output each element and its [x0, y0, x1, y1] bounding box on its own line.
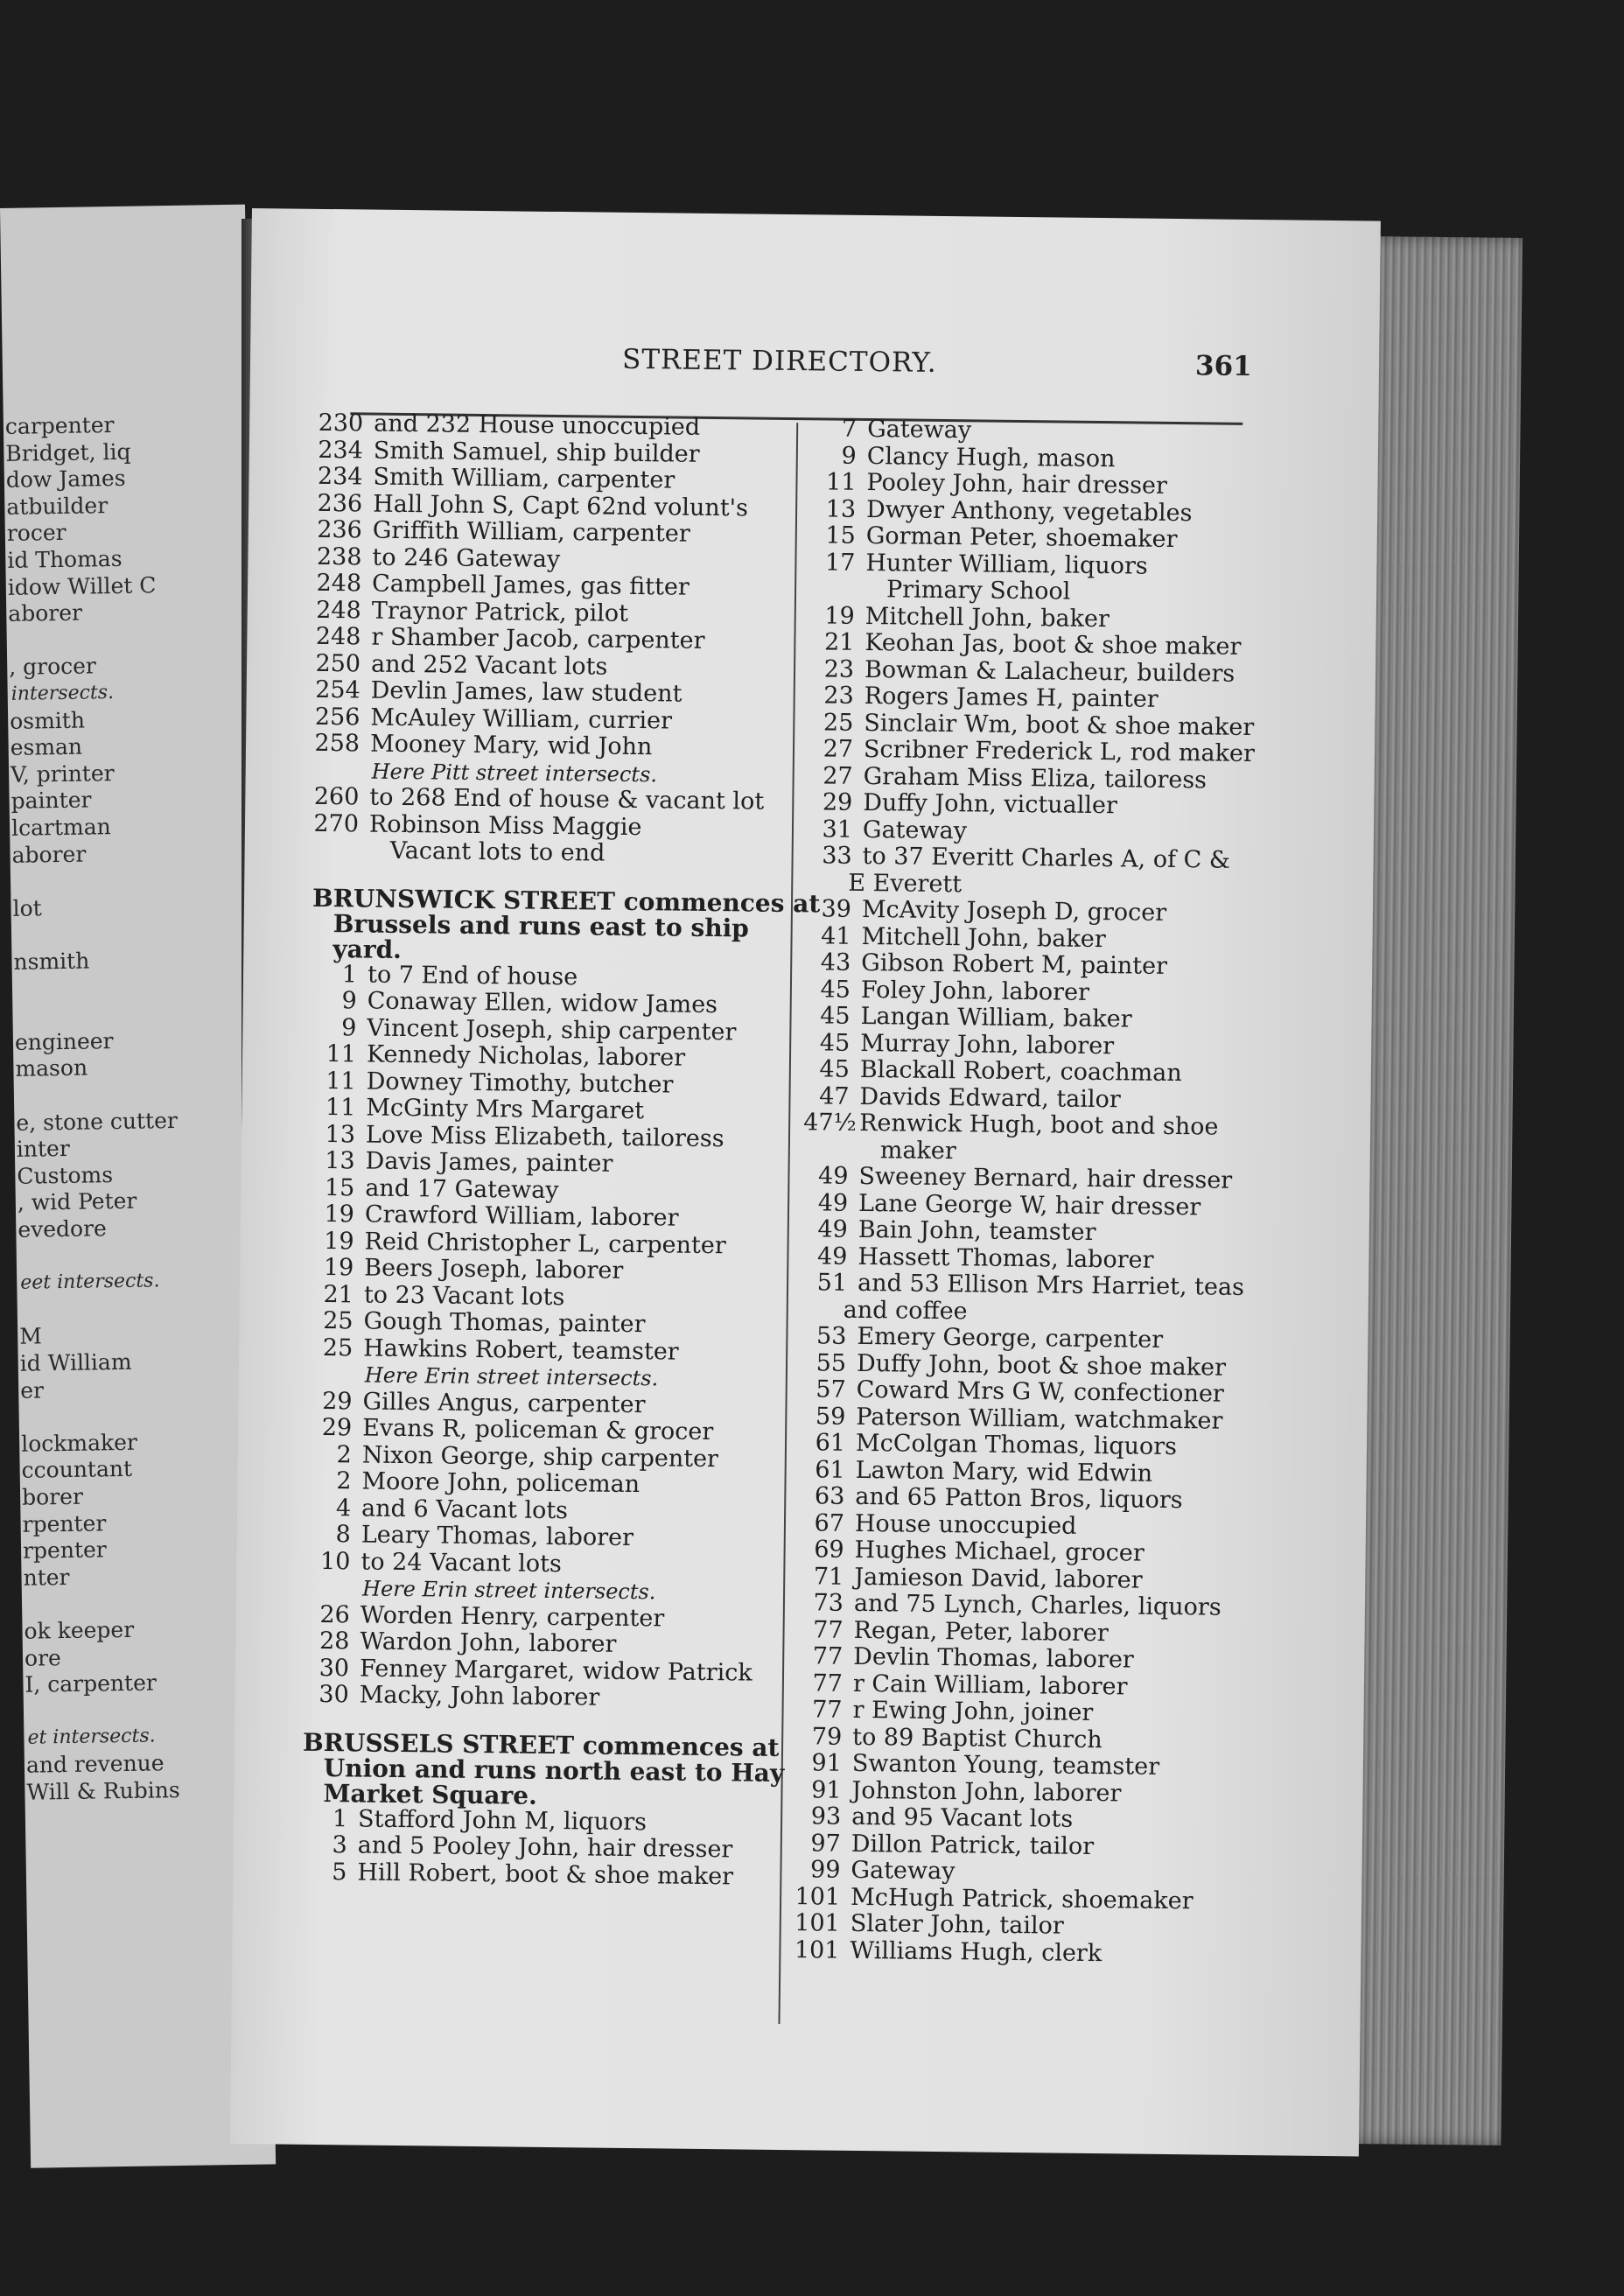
house-number: 11	[825, 468, 857, 496]
house-number: 15	[825, 522, 856, 550]
left-page-fragment-line: nter	[23, 1564, 70, 1591]
left-page-fragment-line: ccountant	[21, 1456, 133, 1484]
entry-text: Dillon Patrick, tailor	[850, 1830, 1095, 1860]
left-column	[301, 409, 821, 1891]
entry-text: Crawford William, laborer	[364, 1200, 679, 1232]
house-number: 19	[324, 1200, 355, 1228]
left-page-fragment-line: er	[19, 1376, 45, 1404]
house-number: 21	[323, 1280, 354, 1308]
entry-text: and 75 Lynch, Charles, liquors	[853, 1589, 1222, 1621]
entry-text: Dwyer Anthony, vegetables	[865, 495, 1193, 527]
house-number: 19	[323, 1254, 354, 1282]
house-number: 254	[315, 676, 360, 704]
entry-text: Scribner Frederick L, rod maker	[863, 735, 1256, 768]
entry-text: Smith Samuel, ship builder	[373, 437, 700, 468]
entry-text: Gibson Robert M, painter	[861, 948, 1168, 980]
house-number: 25	[322, 1334, 354, 1362]
house-number: 1	[332, 1804, 348, 1832]
entry-text: Macky, John laborer	[359, 1681, 600, 1712]
entry-text: Robinson Miss Maggie	[368, 810, 642, 841]
entry-continuation: E Everett	[848, 869, 962, 898]
left-page-fragment-line: esman	[10, 733, 83, 761]
left-page-fragment-line: nsmith	[13, 948, 90, 975]
entry-text: Bowman & Lalacheur, builders	[864, 655, 1236, 688]
left-page-fragment-line: aborer	[11, 841, 87, 868]
house-number: 256	[314, 703, 360, 731]
directory-entry	[794, 1937, 1319, 1970]
house-number: 1	[341, 960, 358, 988]
right-column	[794, 416, 1336, 1970]
left-page-fragment-line: I, carpenter	[24, 1670, 158, 1698]
left-page-fragment-line: Will & Rubins	[26, 1776, 180, 1805]
house-number: 49	[817, 1162, 849, 1190]
entry-text: to 23 Vacant lots	[363, 1281, 565, 1311]
house-number: 13	[325, 1120, 356, 1148]
entry-text: Gilles Angus, carpenter	[362, 1388, 646, 1418]
directory-entry	[301, 1858, 774, 1891]
house-number: 63	[814, 1482, 845, 1510]
entry-text: to 24 Vacant lots	[360, 1548, 563, 1578]
entry-text: Nixon George, ship carpenter	[361, 1441, 719, 1473]
house-number: 101	[794, 1882, 841, 1911]
house-number: 30	[318, 1680, 349, 1709]
house-number: 234	[317, 462, 363, 491]
left-page-fragment-line: inter	[16, 1136, 71, 1163]
house-number: 57	[816, 1376, 846, 1404]
entry-text: Beers Joseph, laborer	[364, 1254, 624, 1284]
entry-text: Stafford John M, liquors	[357, 1804, 648, 1836]
street-heading-continuation: Market Square.	[323, 1778, 538, 1810]
entry-text: Keohan Jas, boot & shoe maker	[864, 628, 1242, 661]
house-number: 47½	[803, 1109, 857, 1137]
house-number: 45	[820, 975, 851, 1004]
house-number: 49	[816, 1242, 848, 1270]
house-number: 19	[824, 601, 855, 630]
house-number: 23	[823, 654, 855, 683]
entry-text: to 246 Gateway	[372, 543, 561, 573]
house-number: 258	[314, 729, 360, 758]
entry-text: Leary Thomas, laborer	[360, 1521, 634, 1552]
entry-text: Traynor Patrick, pilot	[371, 597, 629, 627]
left-page-fragment-line: lcartman	[10, 814, 111, 841]
house-number: 51	[816, 1269, 848, 1297]
entry-text: to 89 Baptist Church	[852, 1723, 1102, 1754]
entry-text: Mitchell John, baker	[864, 602, 1110, 633]
house-number: 9	[341, 1013, 357, 1041]
entry-text: Hill Robert, boot & shoe maker	[357, 1858, 734, 1890]
right-page	[230, 208, 1381, 2156]
entry-text: and 6 Vacant lots	[360, 1494, 569, 1524]
house-number: 45	[819, 1055, 850, 1083]
entry-text: Rogers James H, painter	[864, 682, 1158, 713]
house-number: 9	[341, 987, 357, 1015]
house-number: 248	[316, 596, 361, 624]
house-number: 21	[823, 628, 855, 656]
house-number: 260	[313, 782, 360, 811]
house-number: 93	[810, 1802, 842, 1830]
entry-text: Gough Thomas, painter	[363, 1307, 646, 1339]
entry-text: Hassett Thomas, laborer	[858, 1242, 1154, 1274]
entry-text: and 232 House unoccupied	[374, 410, 701, 441]
entry-text: Pooley John, hair dresser	[866, 468, 1168, 500]
entry-text: Fenney Margaret, widow Patrick	[359, 1655, 752, 1687]
house-number: 39	[821, 895, 852, 923]
house-number: 29	[321, 1413, 353, 1442]
house-number: 61	[815, 1429, 846, 1457]
entry-text: Regan, Peter, laborer	[853, 1616, 1109, 1647]
entry-continuation: Vacant lots to end	[389, 836, 606, 867]
entry-text: r Ewing John, joiner	[852, 1696, 1094, 1727]
left-page-fragment-line: lot	[12, 895, 42, 921]
entry-text: Smith William, carpenter	[373, 463, 676, 494]
house-number: 9	[841, 442, 858, 470]
entry-text: Bain John, teamster	[858, 1215, 1096, 1247]
left-page-fragment-line: dow James	[5, 465, 126, 494]
entry-text: Downey Timothy, butcher	[366, 1068, 674, 1099]
house-number: 49	[817, 1188, 849, 1217]
house-number: 28	[318, 1627, 350, 1656]
entry-text: Sinclair Wm, boot & shoe maker	[864, 709, 1255, 741]
left-page-fragment-line: and revenue	[25, 1750, 164, 1778]
entry-text: McColgan Thomas, liquors	[855, 1429, 1178, 1461]
house-number: 4	[335, 1494, 352, 1522]
house-number: 25	[822, 708, 854, 737]
intersection-note: Here Pitt street intersects.	[371, 759, 658, 787]
entry-text: Reid Christopher L, carpenter	[364, 1228, 726, 1259]
entry-text: Wardon John, laborer	[360, 1628, 617, 1658]
left-page-fragment-line: ore	[24, 1644, 62, 1671]
entry-text: Graham Miss Eliza, tailoress	[863, 762, 1208, 794]
directory-entry	[304, 1682, 776, 1714]
house-number: 91	[811, 1775, 842, 1804]
entry-text: Davids Edward, tailor	[859, 1082, 1121, 1113]
entry-text: r Shamber Jacob, carpenter	[371, 623, 705, 654]
house-number: 13	[325, 1147, 355, 1175]
house-number: 26	[319, 1600, 350, 1628]
entry-text: McHugh Patrick, shoemaker	[850, 1883, 1194, 1914]
house-number: 270	[313, 809, 360, 837]
house-number: 2	[336, 1467, 352, 1495]
house-number: 238	[316, 542, 362, 570]
house-number: 30	[318, 1654, 350, 1682]
house-number: 27	[822, 761, 853, 790]
house-number: 99	[809, 1856, 841, 1884]
left-page-fragment-line: mason	[15, 1054, 88, 1082]
house-number: 59	[815, 1402, 846, 1431]
house-number: 250	[315, 649, 361, 677]
entry-text: and 53 Ellison Mrs Harriet, teas	[857, 1269, 1245, 1301]
page-number: 361	[1194, 350, 1252, 382]
house-number: 43	[820, 948, 851, 976]
left-page-fragment-line: rocer	[6, 520, 66, 547]
entry-text: Lawton Mary, wid Edwin	[855, 1456, 1153, 1488]
left-page-fragment-line: V, printer	[10, 760, 115, 788]
house-number: 77	[812, 1642, 844, 1670]
house-number: 236	[317, 489, 363, 517]
house-number: 25	[323, 1307, 354, 1335]
left-page-fragment-line: et intersects.	[27, 1725, 156, 1750]
house-number: 7	[841, 415, 858, 443]
entry-text: Johnston John, laborer	[851, 1776, 1122, 1807]
entry-text: and 65 Patton Bros, liquors	[855, 1482, 1183, 1515]
house-number: 23	[823, 682, 854, 710]
left-page-fragment-line: carpenter	[4, 411, 115, 439]
house-number: 101	[794, 1909, 840, 1937]
entry-text: Worden Henry, carpenter	[360, 1601, 665, 1632]
left-page-fragment-line: Customs	[17, 1161, 114, 1189]
entry-text: Foley John, laborer	[860, 976, 1090, 1006]
entry-text: and 5 Pooley John, hair dresser	[357, 1831, 733, 1864]
entry-text: Hall John S, Capt 62nd volunt's	[373, 490, 749, 522]
entry-text: McAuley William, currier	[370, 704, 673, 734]
house-number: 61	[815, 1455, 845, 1484]
entry-text: Mooney Mary, wid John	[369, 730, 653, 761]
entry-text: Swanton Young, teamster	[851, 1749, 1160, 1781]
entry-text: House unoccupied	[854, 1509, 1077, 1540]
house-number: 47	[818, 1082, 850, 1110]
entry-text: Gateway	[862, 816, 968, 844]
street-heading-continuation: Brussels and runs east to ship	[332, 908, 750, 942]
entry-text: and 17 Gateway	[365, 1174, 559, 1204]
left-page-fragment-line: , wid Peter	[17, 1188, 137, 1216]
house-number: 27	[822, 735, 854, 763]
entry-text: Mitchell John, baker	[861, 922, 1106, 953]
house-number: 55	[816, 1348, 847, 1377]
house-number: 11	[326, 1067, 356, 1095]
house-number: 11	[325, 1094, 356, 1122]
street-heading: BRUNSWICK STREET commences at	[312, 883, 821, 918]
entry-text: Gateway	[867, 415, 972, 444]
left-page-fragment-line: M	[19, 1323, 43, 1350]
left-page-fragment-line: painter	[10, 787, 92, 815]
entry-continuation: and coffee	[843, 1296, 968, 1325]
house-number: 230	[318, 409, 364, 438]
left-page-fragment-line: id William	[19, 1348, 132, 1376]
street-heading-continuation: Union and runs north east to Hay	[323, 1753, 785, 1788]
left-page-fragment-line: aborer	[8, 599, 83, 627]
house-number: 2	[336, 1440, 353, 1468]
entry-text: Slater John, tailor	[850, 1909, 1064, 1940]
house-number: 69	[814, 1536, 844, 1564]
house-number: 53	[816, 1322, 847, 1350]
entry-text: Jamieson David, laborer	[854, 1563, 1143, 1594]
house-number: 33	[822, 842, 852, 870]
house-number: 248	[315, 622, 361, 651]
entry-text: Conaway Ellen, widow James	[367, 987, 718, 1019]
house-number: 3	[332, 1831, 347, 1859]
entry-text: Gorman Peter, shoemaker	[865, 522, 1178, 554]
left-page-fragment-line: , grocer	[9, 653, 97, 681]
entry-continuation: Primary School	[886, 576, 1071, 606]
entry-text: Vincent Joseph, ship carpenter	[367, 1014, 737, 1046]
left-page-fragment-line: id Thomas	[7, 545, 122, 573]
house-number: 19	[324, 1227, 354, 1255]
left-page-fragment-line: borer	[21, 1483, 84, 1510]
entry-text: Campbell James, gas fitter	[371, 570, 690, 601]
house-number: 11	[326, 1040, 357, 1068]
house-number: 91	[811, 1749, 843, 1777]
house-number: 45	[819, 1028, 850, 1057]
left-page-fragment-line: atbuilder	[6, 492, 108, 520]
entry-text: McAvity Joseph D, grocer	[861, 895, 1167, 927]
left-page-fragment-line: intersects.	[10, 682, 115, 705]
house-number: 31	[822, 815, 853, 844]
entry-text: Hawkins Robert, teamster	[363, 1334, 679, 1366]
house-number: 10	[319, 1547, 351, 1575]
street-heading-continuation: yard.	[332, 934, 402, 964]
entry-text: Evans R, policeman & grocer	[362, 1414, 714, 1446]
entry-text: Renwick Hugh, boot and shoe	[859, 1109, 1219, 1141]
house-number: 97	[810, 1829, 842, 1858]
left-page-fragment-line: ok keeper	[24, 1616, 135, 1644]
left-page-fragment-line: Bridget, liq	[5, 438, 131, 466]
entry-text: Paterson William, watchmaker	[856, 1403, 1223, 1435]
entry-text: Devlin James, law student	[370, 676, 682, 708]
entry-text: Hunter William, liquors	[865, 549, 1148, 580]
intersection-note: Here Erin street intersects.	[361, 1576, 656, 1605]
house-number: 234	[318, 436, 364, 464]
left-page-fragment-line: osmith	[9, 707, 86, 734]
house-number: 77	[813, 1615, 844, 1644]
entry-continuation: maker	[879, 1136, 956, 1165]
house-number: 101	[794, 1936, 840, 1964]
house-number: 45	[820, 1002, 850, 1030]
house-number: 15	[324, 1173, 355, 1201]
left-page-fragment-line: idow Willet C	[7, 571, 157, 600]
house-number: 29	[822, 788, 853, 816]
intersection-note: Here Erin street intersects.	[364, 1362, 659, 1391]
street-heading: BRUSSELS STREET commences at	[302, 1727, 780, 1762]
house-number: 236	[317, 515, 363, 544]
entry-text: Clancy Hugh, mason	[866, 442, 1116, 472]
house-number: 248	[316, 569, 362, 598]
entry-text: Duffy John, boot & shoe maker	[856, 1349, 1227, 1382]
house-number: 17	[824, 548, 856, 577]
house-number: 8	[335, 1521, 351, 1549]
entry-text: to 7 End of house	[367, 961, 578, 990]
entry-text: Murray John, laborer	[860, 1029, 1115, 1060]
house-number: 77	[812, 1696, 843, 1724]
entry-text: Griffith William, carpenter	[372, 516, 690, 548]
left-page-fragment-line: rpenter	[22, 1509, 107, 1537]
left-page-fragment-line: eet intersects.	[20, 1270, 160, 1294]
house-number: 13	[825, 494, 857, 523]
entry-text: Hughes Michael, grocer	[854, 1536, 1144, 1567]
house-number: 67	[814, 1508, 845, 1537]
house-number: 77	[812, 1669, 844, 1698]
entry-text: to 268 End of house & vacant lot	[369, 783, 765, 816]
entry-text: Davis James, painter	[365, 1147, 613, 1178]
entry-text: Blackall Robert, coachman	[859, 1055, 1182, 1088]
house-number: 49	[817, 1215, 848, 1243]
entry-text: Emery George, carpenter	[857, 1322, 1164, 1354]
entry-text: r Cain William, laborer	[852, 1670, 1128, 1700]
entry-text: and 95 Vacant lots	[851, 1802, 1074, 1833]
entry-text: Duffy John, victualler	[863, 788, 1118, 820]
entry-text: and 252 Vacant lots	[370, 650, 608, 681]
house-number: 29	[322, 1387, 353, 1415]
directory-entry	[313, 810, 786, 843]
entry-text: Love Miss Elizabeth, tailoress	[365, 1121, 724, 1152]
left-page-fragment-line: rpenter	[22, 1536, 107, 1564]
entry-text: Devlin Thomas, laborer	[853, 1642, 1134, 1674]
entry-text: Williams Hugh, clerk	[850, 1936, 1102, 1967]
left-page-fragment-line: engineer	[14, 1027, 114, 1055]
left-page-fragment-line: lockmaker	[20, 1429, 138, 1457]
house-number: 79	[811, 1722, 843, 1751]
entry-text: Gateway	[850, 1856, 956, 1886]
entry-text: Kennedy Nicholas, laborer	[366, 1040, 686, 1072]
house-number: 41	[821, 921, 851, 950]
entry-text: Moore John, policeman	[361, 1467, 640, 1499]
house-number: 71	[813, 1562, 844, 1591]
house-number: 73	[813, 1589, 844, 1617]
house-number: 5	[332, 1858, 347, 1886]
entry-text: Lane George W, hair dresser	[858, 1189, 1201, 1221]
entry-text: McGinty Mrs Margaret	[366, 1094, 645, 1125]
entry-text: Langan William, baker	[860, 1002, 1132, 1033]
entry-text: Coward Mrs G W, confectioner	[856, 1376, 1224, 1408]
left-page-fragment-line: evedore	[18, 1215, 108, 1242]
running-head: STREET DIRECTORY.	[621, 343, 937, 379]
entry-text: Sweeney Bernard, hair dresser	[858, 1162, 1233, 1194]
entry-text: to 37 Everitt Charles A, of C &	[862, 842, 1231, 874]
left-page-fragment-line: e, stone cutter	[16, 1107, 178, 1136]
